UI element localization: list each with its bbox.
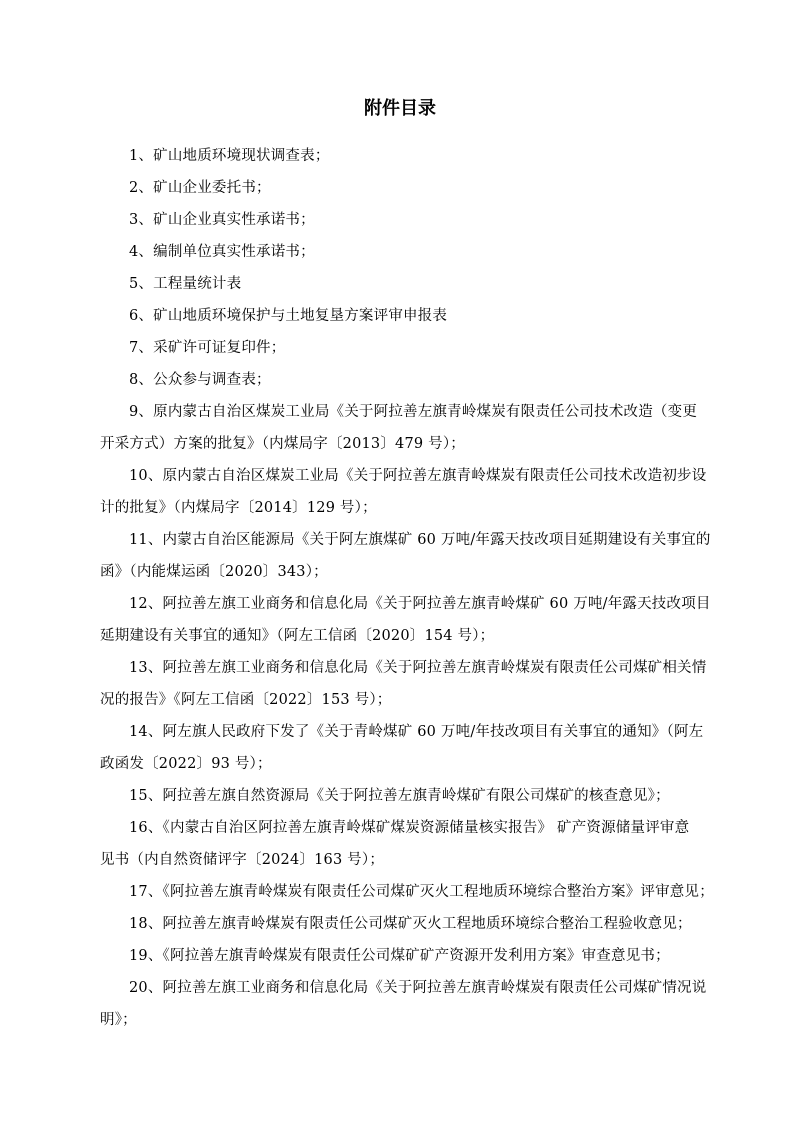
attachment-item <box>100 140 725 172</box>
attachment-item-text: 15、阿拉善左旗自然资源局《关于阿拉善左旗青岭煤矿有限公司煤矿的核查意见》； <box>129 788 670 804</box>
attachment-item-text-continued: 函》（内能煤运函〔2020〕343）； <box>100 564 328 580</box>
attachment-item-text: 20、阿拉善左旗工业商务和信息化局《关于阿拉善左旗青岭煤炭有限责任公司煤矿情况说 <box>129 980 707 996</box>
attachment-item-text-continued: 况的报告》《阿左工信函〔2022〕153 号）； <box>100 692 392 708</box>
attachment-item-text: 5、工程量统计表 <box>129 276 242 292</box>
attachment-item <box>100 460 725 524</box>
attachment-item <box>100 940 725 972</box>
attachment-item-text: 7、采矿许可证复印件； <box>129 340 286 356</box>
attachment-item <box>100 524 725 588</box>
attachment-item-text-continued: 政函发〔2022〕93 号）； <box>100 756 272 772</box>
attachment-item-text: 19、《阿拉善左旗青岭煤炭有限责任公司煤矿矿产资源开发利用方案》审查意见书； <box>129 948 670 964</box>
attachment-item-text: 12、阿拉善左旗工业商务和信息化局《关于阿拉善左旗青岭煤矿 60 万吨/年露天技改项目 <box>129 596 711 612</box>
attachment-item-text: 4、编制单位真实性承诺书； <box>129 244 315 260</box>
attachment-item-text-continued: 延期建设有关事宜的通知》（阿左工信函〔2020〕154 号）； <box>100 628 495 644</box>
attachment-item-text-continued: 计的批复》（内煤局字〔2014〕129 号）； <box>100 500 377 516</box>
attachment-item-text: 16、《内蒙古自治区阿拉善左旗青岭煤矿煤炭资源储量核实报告》 矿产资源储量评审意 <box>129 820 690 836</box>
attachment-item <box>100 908 725 940</box>
attachment-item <box>100 876 725 908</box>
attachment-list <box>100 140 725 1036</box>
attachment-item <box>100 172 725 204</box>
attachment-item <box>100 812 725 876</box>
page-title: 附件目录 <box>364 98 436 119</box>
attachment-item-text: 17、《阿拉善左旗青岭煤炭有限责任公司煤矿灭火工程地质环境综合整治方案》评审意见； <box>129 884 714 900</box>
attachment-item-text: 1、矿山地质环境现状调查表； <box>129 148 330 164</box>
attachment-item-text-continued: 见书（内自然资储评字〔2024〕163 号）； <box>100 852 385 868</box>
attachment-item <box>100 332 725 364</box>
attachment-item <box>100 268 725 300</box>
attachment-item <box>100 236 725 268</box>
attachment-item-text-continued: 明》； <box>100 1012 137 1028</box>
attachment-item-text: 9、原内蒙古自治区煤炭工业局《关于阿拉善左旗青岭煤炭有限责任公司技术改造（变更 <box>129 404 698 420</box>
attachment-item <box>100 300 725 332</box>
attachment-item <box>100 780 725 812</box>
attachment-item-text: 10、原内蒙古自治区煤炭工业局《关于阿拉善左旗青岭煤炭有限责任公司技术改造初步设 <box>129 468 707 484</box>
attachment-item <box>100 972 725 1036</box>
attachment-item <box>100 716 725 780</box>
attachment-item <box>100 364 725 396</box>
attachment-item-text: 8、公众参与调查表； <box>129 372 271 388</box>
attachment-item-text: 11、内蒙古自治区能源局《关于阿左旗煤矿 60 万吨/年露天技改项目延期建设有关事宜的 <box>129 532 711 548</box>
attachment-item <box>100 652 725 716</box>
attachment-item-text: 6、矿山地质环境保护与土地复垦方案评审申报表 <box>129 308 448 324</box>
attachment-item-text-continued: 开采方式）方案的批复》（内煤局字〔2013〕479 号）； <box>100 436 465 452</box>
attachment-item-text: 2、矿山企业委托书； <box>129 180 271 196</box>
attachment-item-text: 14、阿左旗人民政府下发了《关于青岭煤矿 60 万吨/年技改项目有关事宜的通知》（阿左 <box>129 724 704 740</box>
attachment-item-text: 13、阿拉善左旗工业商务和信息化局《关于阿拉善左旗青岭煤炭有限责任公司煤矿相关情 <box>129 660 707 676</box>
attachment-item <box>100 396 725 460</box>
attachment-item <box>100 588 725 652</box>
attachment-item-text: 3、矿山企业真实性承诺书； <box>129 212 315 228</box>
attachment-item-text: 18、阿拉善左旗青岭煤炭有限责任公司煤矿灭火工程地质环境综合整治工程验收意见； <box>129 916 692 932</box>
attachment-item <box>100 204 725 236</box>
